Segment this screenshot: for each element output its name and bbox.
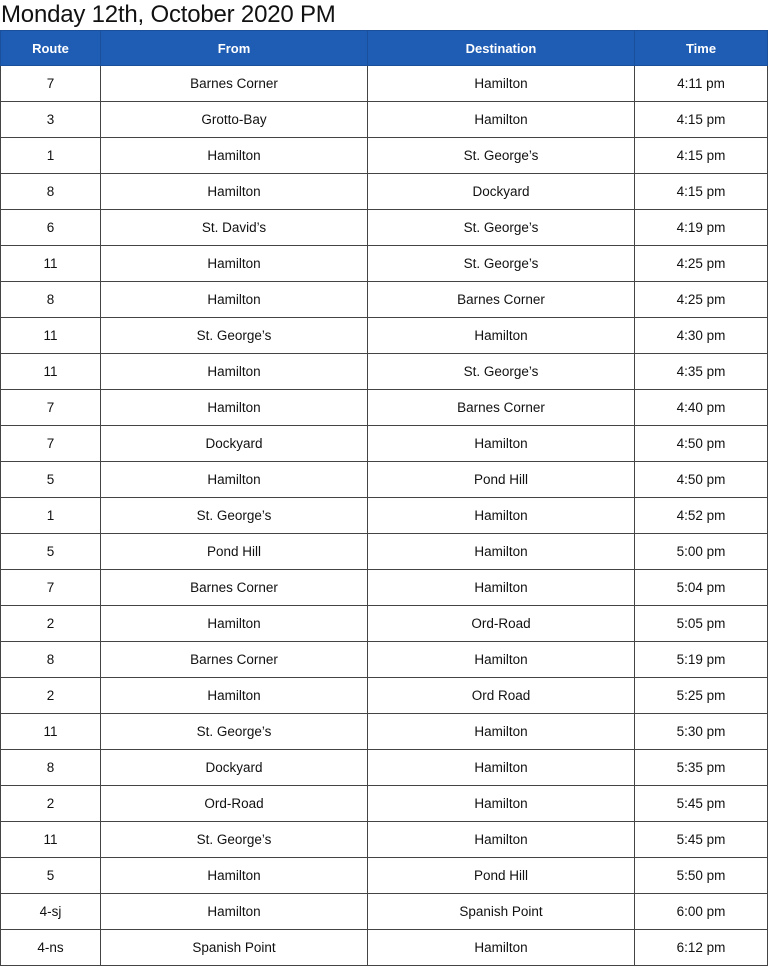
route-cell: 1 [1,498,101,534]
table-row [1,930,768,966]
table-row [1,678,768,714]
from-cell: St. George’s [101,498,368,534]
route-cell: 5 [1,858,101,894]
destination-cell: Hamilton [368,318,635,354]
route-cell: 11 [1,246,101,282]
destination-cell: Barnes Corner [368,390,635,426]
header-row [1,31,768,66]
route-cell: 7 [1,390,101,426]
table-row [1,354,768,390]
time-cell: 4:15 pm [635,102,768,138]
destination-cell: Hamilton [368,822,635,858]
from-cell: Hamilton [101,462,368,498]
table-row [1,822,768,858]
time-cell: 4:52 pm [635,498,768,534]
time-cell: 5:30 pm [635,714,768,750]
time-cell: 5:45 pm [635,786,768,822]
route-cell: 7 [1,426,101,462]
time-cell: 5:35 pm [635,750,768,786]
from-cell: St. George’s [101,822,368,858]
time-cell: 5:50 pm [635,858,768,894]
destination-cell: St. George’s [368,138,635,174]
destination-cell: Hamilton [368,66,635,102]
destination-cell: Dockyard [368,174,635,210]
table-row [1,894,768,930]
route-cell: 2 [1,786,101,822]
time-cell: 6:00 pm [635,894,768,930]
time-cell: 5:45 pm [635,822,768,858]
destination-cell: St. George’s [368,210,635,246]
time-cell: 4:25 pm [635,282,768,318]
from-cell: Dockyard [101,750,368,786]
time-cell: 5:04 pm [635,570,768,606]
time-cell: 4:50 pm [635,462,768,498]
route-cell: 6 [1,210,101,246]
time-cell: 4:15 pm [635,138,768,174]
destination-cell: St. George’s [368,354,635,390]
from-cell: Dockyard [101,426,368,462]
column-header-time: Time [635,31,768,66]
table-row [1,174,768,210]
destination-cell: Hamilton [368,102,635,138]
table-row [1,246,768,282]
destination-cell: Hamilton [368,930,635,966]
table-row [1,138,768,174]
table-row [1,714,768,750]
route-cell: 4-sj [1,894,101,930]
time-cell: 6:12 pm [635,930,768,966]
route-cell: 3 [1,102,101,138]
table-row [1,210,768,246]
from-cell: Grotto-Bay [101,102,368,138]
route-cell: 8 [1,282,101,318]
from-cell: St. George’s [101,714,368,750]
table-row [1,498,768,534]
from-cell: Hamilton [101,354,368,390]
table-row [1,606,768,642]
destination-cell: Hamilton [368,426,635,462]
table-row [1,462,768,498]
from-cell: Barnes Corner [101,642,368,678]
table-header [1,31,768,66]
column-header-from: From [101,31,368,66]
from-cell: Pond Hill [101,534,368,570]
route-cell: 2 [1,678,101,714]
from-cell: Hamilton [101,174,368,210]
from-cell: Hamilton [101,138,368,174]
destination-cell: Hamilton [368,498,635,534]
table-row [1,426,768,462]
table-row [1,534,768,570]
destination-cell: Spanish Point [368,894,635,930]
table-row [1,858,768,894]
table-row [1,570,768,606]
from-cell: Spanish Point [101,930,368,966]
from-cell: Hamilton [101,606,368,642]
route-cell: 5 [1,534,101,570]
table-row [1,318,768,354]
destination-cell: Ord-Road [368,606,635,642]
table-row [1,642,768,678]
table-row [1,750,768,786]
time-cell: 4:50 pm [635,426,768,462]
route-cell: 8 [1,750,101,786]
from-cell: St. George’s [101,318,368,354]
route-cell: 1 [1,138,101,174]
destination-cell: Hamilton [368,714,635,750]
route-cell: 2 [1,606,101,642]
table-body [1,66,768,966]
time-cell: 4:35 pm [635,354,768,390]
column-header-route: Route [1,31,101,66]
from-cell: Barnes Corner [101,66,368,102]
destination-cell: Ord Road [368,678,635,714]
route-cell: 8 [1,174,101,210]
time-cell: 4:19 pm [635,210,768,246]
time-cell: 4:40 pm [635,390,768,426]
table-row [1,390,768,426]
table-row [1,282,768,318]
time-cell: 5:05 pm [635,606,768,642]
route-cell: 5 [1,462,101,498]
time-cell: 4:30 pm [635,318,768,354]
destination-cell: Barnes Corner [368,282,635,318]
from-cell: Hamilton [101,390,368,426]
route-cell: 11 [1,354,101,390]
route-cell: 4-ns [1,930,101,966]
route-cell: 7 [1,570,101,606]
time-cell: 5:19 pm [635,642,768,678]
column-header-destination: Destination [368,31,635,66]
destination-cell: Hamilton [368,642,635,678]
from-cell: Barnes Corner [101,570,368,606]
destination-cell: Pond Hill [368,858,635,894]
from-cell: Hamilton [101,282,368,318]
table-row [1,786,768,822]
from-cell: Hamilton [101,894,368,930]
destination-cell: Hamilton [368,786,635,822]
route-cell: 7 [1,66,101,102]
time-cell: 5:00 pm [635,534,768,570]
page-title: Monday 12th, October 2020 PM [1,1,336,28]
route-cell: 11 [1,318,101,354]
time-cell: 4:11 pm [635,66,768,102]
destination-cell: Hamilton [368,534,635,570]
destination-cell: Hamilton [368,750,635,786]
route-cell: 11 [1,714,101,750]
from-cell: Hamilton [101,678,368,714]
route-cell: 11 [1,822,101,858]
table-row [1,66,768,102]
destination-cell: Hamilton [368,570,635,606]
route-cell: 8 [1,642,101,678]
time-cell: 4:25 pm [635,246,768,282]
bus-schedule-table [0,30,768,966]
table-row [1,102,768,138]
from-cell: Ord-Road [101,786,368,822]
time-cell: 5:25 pm [635,678,768,714]
from-cell: Hamilton [101,858,368,894]
from-cell: Hamilton [101,246,368,282]
destination-cell: St. George’s [368,246,635,282]
time-cell: 4:15 pm [635,174,768,210]
from-cell: St. David’s [101,210,368,246]
destination-cell: Pond Hill [368,462,635,498]
